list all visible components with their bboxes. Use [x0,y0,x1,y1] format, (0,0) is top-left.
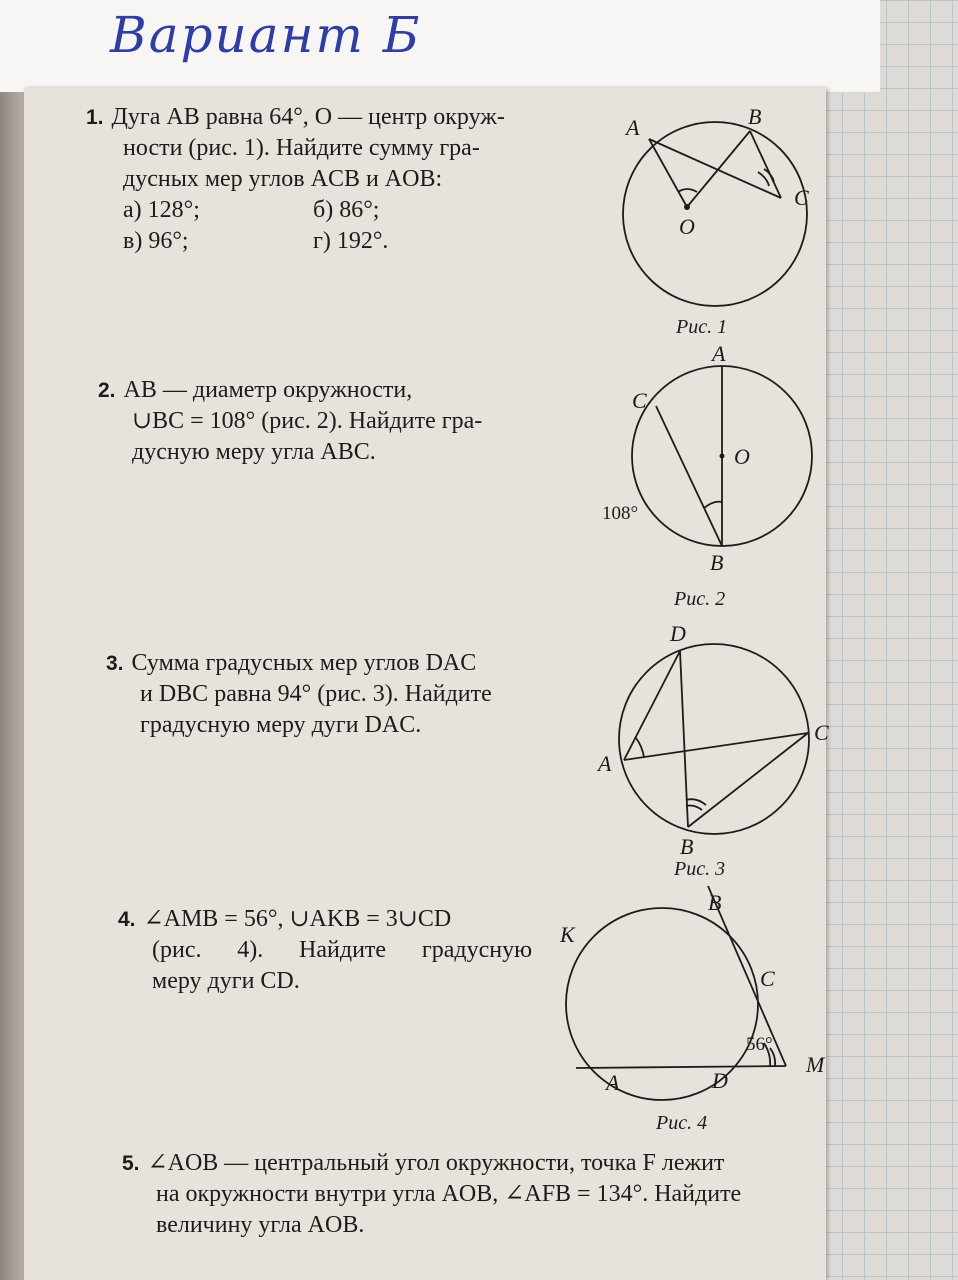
problem-number: 2. [98,379,116,402]
problem-5-line-3: величину угла AOB. [156,1212,365,1238]
angle-m-label: 56° [746,1034,773,1055]
angle-b-arc [686,799,706,805]
problem-4-line-3: меру дуги CD. [152,968,300,994]
radius-oa [649,139,687,207]
problem-1-line-2: ности (рис. 1). Найдите сумму гра- [123,135,480,161]
problem-number: 3. [106,652,124,675]
center-point [720,454,725,459]
angle-c-arc [758,172,769,186]
problem-3-line-2: и DBC равна 94° (рис. 3). Найдите [140,681,492,707]
problem-4-line-1: 4. ∠AMB = 56°, ∪AKB = 3∪CD [118,906,452,932]
figure-4-diagram [546,886,846,1116]
label-b: B [748,104,762,129]
label-a: A [606,1070,620,1095]
problem-number: 5. [122,1152,140,1175]
label-o: O [679,214,695,239]
problem-1 [86,102,606,257]
label-a: A [598,751,612,776]
answer-option: г) 192°. [313,228,389,254]
chord-cb [656,406,722,546]
label-a: A [712,341,726,366]
book-left-edge [0,92,24,1280]
figure-2-caption: Рис. 2 [674,588,726,610]
problem-1-answers [123,195,606,257]
handwritten-title: Вариант Б [110,6,422,64]
problem-2 [98,375,598,468]
chord-bc [750,131,781,198]
handwritten-note-sheet [0,0,880,93]
angle-o-arc [678,189,697,192]
secant-ma [576,1066,786,1068]
label-k: K [560,922,575,947]
answer-option: б) 86°; [313,197,380,223]
figure-3-diagram [592,621,829,859]
problem-5-line-2: на окружности внутри угла AOB, ∠AFB = 134°. Найдите [156,1181,742,1207]
textbook-page [24,88,829,1280]
angle-b-arc [704,502,722,508]
figure-1-diagram [590,102,830,322]
problem-3-line-3: градусную меру дуги DAC. [140,712,422,738]
label-d: D [712,1068,728,1093]
label-d: D [670,621,686,646]
problem-3-line-1: 3. Сумма градусных мер углов DAC [106,650,477,676]
radius-ob [687,131,750,207]
problem-3 [106,648,606,741]
problem-1-line-1: 1. Дуга AB равна 64°, O — центр окруж- [86,104,505,130]
label-m: M [806,1052,825,1077]
problem-number: 1. [86,106,104,129]
label-b: B [680,834,694,859]
label-c: C [814,720,829,745]
angle-b-arc [686,806,702,811]
problem-5 [122,1148,822,1241]
chord-ac [624,733,808,760]
problem-4 [118,904,538,997]
figure-2-diagram [594,338,824,578]
answer-option: а) 128°; [123,197,200,223]
figure-1-circle [623,122,807,306]
problem-1-line-3: дусных мер углов ACB и AOB: [123,166,443,192]
label-a: A [626,115,640,140]
problem-number: 4. [118,908,136,931]
label-o: O [734,444,750,469]
problem-4-line-2: (рис. 4). Найдите градусную [152,937,532,963]
figure-1-caption: Рис. 1 [676,316,728,338]
center-point [684,204,690,210]
label-c: C [632,388,647,413]
problem-2-line-3: дусную меру угла ABC. [132,439,376,465]
figure-4-caption: Рис. 4 [656,1112,708,1134]
label-b: B [708,890,722,915]
angle-a-arc [636,738,644,757]
label-c: C [760,966,775,991]
problem-5-line-1: 5. ∠AOB — центральный угол окружности, точка F лежит [122,1150,725,1176]
problem-2-line-2: ∪BC = 108° (рис. 2). Найдите гра- [132,408,483,434]
label-b: B [710,550,724,575]
problem-2-line-1: 2. AB — диаметр окружности, [98,377,413,403]
arc-bc-label: 108° [602,503,639,524]
chord-ac [649,139,781,198]
label-c: C [794,185,809,210]
answer-option: в) 96°; [123,228,189,254]
figure-3-caption: Рис. 3 [674,858,726,880]
